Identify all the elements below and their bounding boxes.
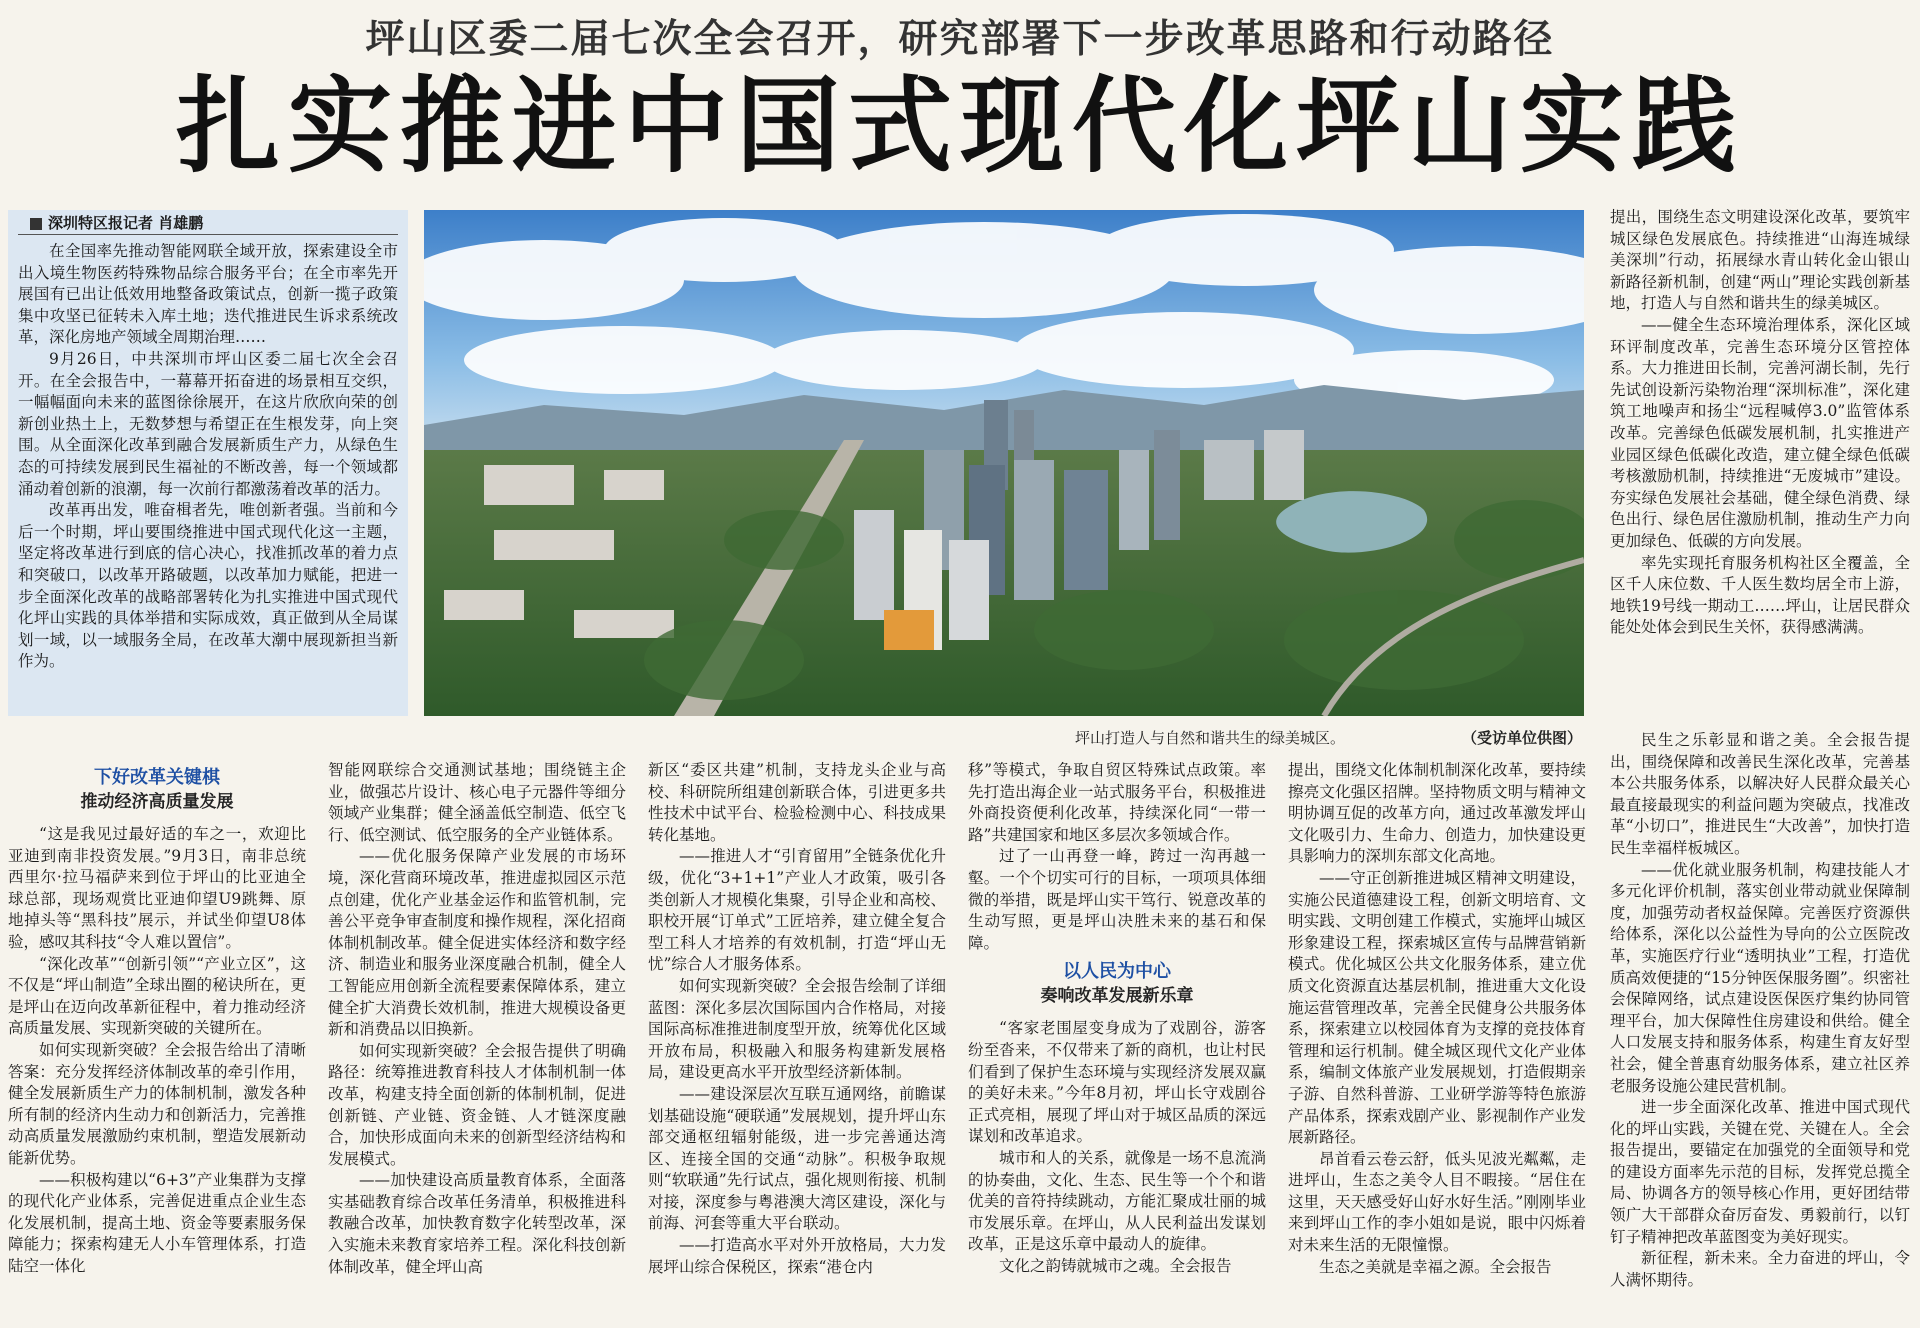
city-photo xyxy=(424,210,1584,716)
article-paragraph: ——优化就业服务机制，构建技能人才多元化评价机制，落实创业带动就业保障制度，加强劳动者权益保障。完善医疗资源供给体系，深化以公益性为导向的公立医院改革，实施医疗行业“透明执业”工程，打造优质高效便捷的“15分钟医保服务圈”。织密社会保障网络，试点建设医保医疗集约协同管理平台，加大保障性住房建设和供给。健全人口发展支持和服务体系，构建生育友好型社会，健全普惠育幼服务体系，建立社区养老服务设施公建民营机制。 xyxy=(1610,860,1910,1095)
article-paragraph: ——加快建设高质量教育体系，全面落实基础教育综合改革任务清单，积极推进科教融合改革，加快教育数字化转型改革，深入实施未来教育家培养工程。深化科技创新体制改革，健全坪山高 xyxy=(328,1171,626,1276)
article-paragraph: 新区“委区共建”机制，支持龙头企业与高校、科研院所组建创新联合体，引进更多共性技术中试平台、检验检测中心、科技成果转化基地。 xyxy=(648,761,946,844)
section-heading xyxy=(968,960,1266,1008)
article-paragraph: ——建设深层次互联互通网络，前瞻谋划基础设施“硬联通”发展规划，提升坪山东部交通枢纽辐射能级，进一步完善通达湾区、连接全国的交通“动脉”。积极争取规则“软联通”先行试点，强化规则衔接、机制对接，深度参与粤港澳大湾区建设，深化与前海、河套等重大平台联动。 xyxy=(648,1084,946,1233)
article-paragraph: “这是我见过最好适的车之一，欢迎比亚迪到南非投资发展。”9月3日，南非总统西里尔·拉马福萨来到位于坪山的比亚迪全球总部，现场观赏比亚迪仰望U9跳舞、原地掉头等“黑科技”展示，并试坐仰望U8体验，感叹其科技“令人难以置信”。 xyxy=(8,825,306,951)
article-paragraph: “深化改革”“创新引领”“产业立区”，这不仅是“坪山制造”全球出圈的秘诀所在，更是坪山在迈向改革新征程中，着力推动经济高质量发展、实现新突破的关键所在。 xyxy=(8,954,306,1038)
subtitle: 坪山区委二届七次全会召开，研究部署下一步改革思路和行动路径 xyxy=(365,16,1555,62)
article-paragraph: 文化之韵铸就城市之魂。全会报告 xyxy=(999,1256,1232,1275)
section-heading xyxy=(8,766,306,814)
right-column-top xyxy=(1610,207,1910,727)
city-photo-illustration xyxy=(424,210,1584,716)
article-paragraph: 城市和人的关系，就像是一场不息流淌的协奏曲，文化、生态、民生等一个个和谐优美的音符持续跳动，方能汇聚成壮丽的城市发展乐章。在坪山，从人民利益出发谋划改革，正是这乐章中最动人的旋律。 xyxy=(968,1148,1266,1254)
article-paragraph: 如何实现新突破？全会报告提供了明确路径：统筹推进教育科技人才体制机制一体改革，构建支持全面创新的体制机制，促进创新链、产业链、资金链、人才链深度融合，加快形成面向未来的创新型经济结构和发展模式。 xyxy=(328,1041,626,1168)
photo-caption: 坪山打造人与自然和谐共生的绿美城区。 xyxy=(1075,729,1346,747)
article-paragraph: 过了一山再登一峰，跨过一沟再越一壑。一个个切实可行的目标，一项项具体细微的举措，既是坪山实干笃行、锐意改革的生动写照，更是坪山决胜未来的基石和保障。 xyxy=(968,847,1266,952)
article-paragraph: ——推进人才“引育留用”全链条优化升级，优化“3+1+1”产业人才政策，吸引各类创新人才规模化集聚，引导企业和高校、职校开展“订单式”工匠培养，建立健全复合型工科人才培养的有效机制，打造“坪山无忧”综合人才服务体系。 xyxy=(648,847,946,974)
lead-paragraph: 改革再出发，唯奋楫者先，唯创新者强。当前和今后一个时期，坪山要围绕推进中国式现代化这一主题，坚定将改革进行到底的信心决心，找准抓改革的着力点和突破口，以改革开路破题，以改革加力赋能，把进一步全面深化改革的战略部署转化为扎实推进中国式现代化坪山实践的具体举措和实际成效，真正做到从全局谋划一域，以一域服务全局，在改革大潮中展现新担当新作为。 xyxy=(18,501,398,671)
article-column-3 xyxy=(648,760,946,1325)
section-heading-main: 以人民为中心 xyxy=(1063,961,1171,983)
article-paragraph: 进一步全面深化改革、推进中国式现代化的坪山实践，关键在党、关键在人。全会报告提出，要锚定在加强党的全面领导和党的建设方面率先示范的目标，发挥党总揽全局、协调各方的领导核心作用，更好团结带领广大干部群众奋厉奋发、勇毅前行，以钉钉子精神把改革蓝图变为美好现实。 xyxy=(1610,1098,1910,1246)
article-paragraph: 智能网联综合交通测试基地；围绕链主企业，做强芯片设计、核心电子元器件等细分领域产业集群；健全涵盖低空制造、低空飞行、低空测试、低空服务的全产业链体系。 xyxy=(328,761,626,844)
article-paragraph: 提出，围绕生态文明建设深化改革，要筑牢城区绿色发展底色。持续推进“山海连城绿美深圳”行动，拓展绿水青山转化金山银山新路径新机制，创建“两山”理论实践创新基地，打造人与自然和谐共生的绿美城区。 xyxy=(1610,208,1910,313)
byline-text: 深圳特区报记者 肖雄鹏 xyxy=(48,214,204,232)
article-paragraph: ——打造高水平对外开放格局，大力发展坪山综合保税区，探索“港仓内 xyxy=(648,1236,946,1276)
article-paragraph: 昂首看云卷云舒，低头见波光粼粼，走进坪山，生态之美令人目不暇接。“居住在这里，天天感受好山好水好生活。”刚刚毕业来到坪山工作的李小姐如是说，眼中闪烁着对未来生活的无限憧憬。 xyxy=(1288,1149,1586,1255)
lead-paragraph: 9月26日，中共深圳市坪山区委二届七次全会召开。在全会报告中，一幕幕开拓奋进的场景相互交织，一幅幅面向未来的蓝图徐徐展开，在这片欣欣向荣的创新创业热土上，无数梦想与希望正在生根发芽，向上突围。从全面深化改革到融合发展新质生产力，从绿色生态的可持续发展到民生福祉的不断改善，每一个领域都涌动着创新的浪潮，每一次前行都激荡着改革的活力。 xyxy=(18,349,398,498)
article-paragraph: 民生之乐彰显和谐之美。全会报告提出，围绕保障和改善民生深化改革，完善基本公共服务体系，以解决好人民群众最关心最直接最现实的利益问题为突破点，找准改革“小切口”，推进民生“大改善”，加快打造民生幸福样板城区。 xyxy=(1610,731,1910,857)
section-heading-main: 下好改革关键棋 xyxy=(94,767,220,788)
article-paragraph: ——优化服务保障产业发展的市场环境，深化营商环境改革，推进虚拟园区示范点创建，优化产业基金运作和监管机制，完善公平竞争审查制度和操作规程，深化招商体制机制改革。健全促进实体经济和数字经济、制造业和服务业深度融合机制，健全人工智能应用创新全流程要素保障体系，建立健全扩大消费长效机制，推进大规模设备更新和消费品以旧换新。 xyxy=(328,847,626,1039)
section-heading-sub: 奏响改革发展新乐章 xyxy=(1040,986,1194,1007)
article-paragraph: “客家老围屋变身成为了戏剧谷，游客纷至沓来，不仅带来了新的商机，也让村民们看到了保护生态环境与实现经济发展双赢的美好未来。”今年8月初，坪山长守戏剧谷正式亮相，展现了坪山对于城区品质的深远谋划和改革追求。 xyxy=(968,1019,1266,1146)
lead-paragraph: 在全国率先推动智能网联全域开放，探索建设全市出入境生物医药特殊物品综合服务平台；在全市率先开展国有已出让低效用地整备政策试点，创新一揽子政策集中攻坚已征转未入库土地；迭代推进民生诉求系统改革，深化房地产领域全周期治理…… xyxy=(18,242,398,347)
article-column-4 xyxy=(968,760,1266,1325)
article-paragraph: ——健全生态环境治理体系，深化区域环评制度改革，完善生态环境分区管控体系。大力推进田长制，完善河湖长制，先行先试创设新污染物治理“深圳标准”，深化建筑工地噪声和扬尘“远程喊停3.0”监管体系改革。完善绿色低碳发展机制，扎实推进产业园区绿色低碳化改造，建立健全绿色低碳考核激励机制，持续推进“无废城市”建设。夯实绿色发展社会基础，健全绿色消费、绿色出行、绿色居住激励机制，推动生产力向更加绿色、低碳的方向发展。 xyxy=(1610,315,1910,550)
article-paragraph: 新征程，新未来。全力奋进的坪山，令人满怀期待。 xyxy=(1610,1249,1910,1289)
article-paragraph: 生态之美就是幸福之源。全会报告 xyxy=(1319,1257,1552,1276)
article-paragraph: ——积极构建以“6+3”产业集群为支撑的现代化产业体系，完善促进重点企业生态化发展机制，提高土地、资金等要素服务保障能力；探索构建无人小车管理体系，打造陆空一体化 xyxy=(8,1170,306,1275)
article-paragraph: 如何实现新突破？全会报告给出了清晰答案：充分发挥经济体制改革的牵引作用，健全发展新质生产力的体制机制，激发各种所有制的经济内生动力和创新活力，完善推动高质量发展激励约束机制，塑造发展新动能新优势。 xyxy=(8,1040,306,1167)
lead-box xyxy=(8,210,408,716)
article-paragraph: ——守正创新推进城区精神文明建设，实施公民道德建设工程，创新文明培育、文明实践、文明创建工作模式，实施坪山城区形象建设工程，探索城区宣传与品牌营销新模式。优化城区公共文化服务体系，建立优质文化资源直达基层机制，推进重大文化设施运营管理改革，完善全民健身公共服务体系，探索建立以校园体育为支撑的竞技体育管理和运行机制。健全城区现代文化产业体系，编制文体旅产业发展规划，打造假期亲子游、自然科普游、工业研学游等特色旅游产品体系，探索戏剧产业、影视制作产业发展新路径。 xyxy=(1288,868,1586,1147)
article-paragraph: 如何实现新突破？全会报告绘制了详细蓝图：深化多层次国际国内合作格局，对接国际高标准推进制度型开放，统筹优化区域开放布局，积极融入和服务构建新发展格局，建设更高水平开放型经济新体制。 xyxy=(648,976,946,1082)
photo-credit: （受访单位供图） xyxy=(1462,729,1583,747)
article-paragraph: 率先实现托育服务机构社区全覆盖，全区千人床位数、千人医生数均居全市上游，地铁19号线一期动工……坪山，让居民群众能处处体会到民生关怀，获得感满满。 xyxy=(1610,553,1910,637)
square-bullet-icon xyxy=(30,218,42,230)
article-column-5 xyxy=(1288,760,1586,1325)
section-heading-sub: 推动经济高质量发展 xyxy=(80,792,234,812)
article-column-1 xyxy=(8,760,306,1325)
article-column-6 xyxy=(1610,730,1910,1325)
article-paragraph: 提出，围绕文化体制机制深化改革，要持续擦亮文化强区招牌。坚持物质文明与精神文明协调互促的改革方向，通过改革激发坪山文化吸引力、生命力、创造力，加快建设更具影响力的深圳东部文化高地。 xyxy=(1288,761,1586,866)
article-column-2 xyxy=(328,760,626,1325)
article-paragraph: 移”等模式，争取自贸区特殊试点政策。率先打造出海企业一站式服务平台，积极推进外商投资便利化改革，持续深化同“一带一路”共建国家和地区多层次多领域合作。 xyxy=(968,761,1266,844)
byline xyxy=(18,212,398,235)
headline: 扎实推进中国式现代化坪山实践 xyxy=(175,65,1744,187)
